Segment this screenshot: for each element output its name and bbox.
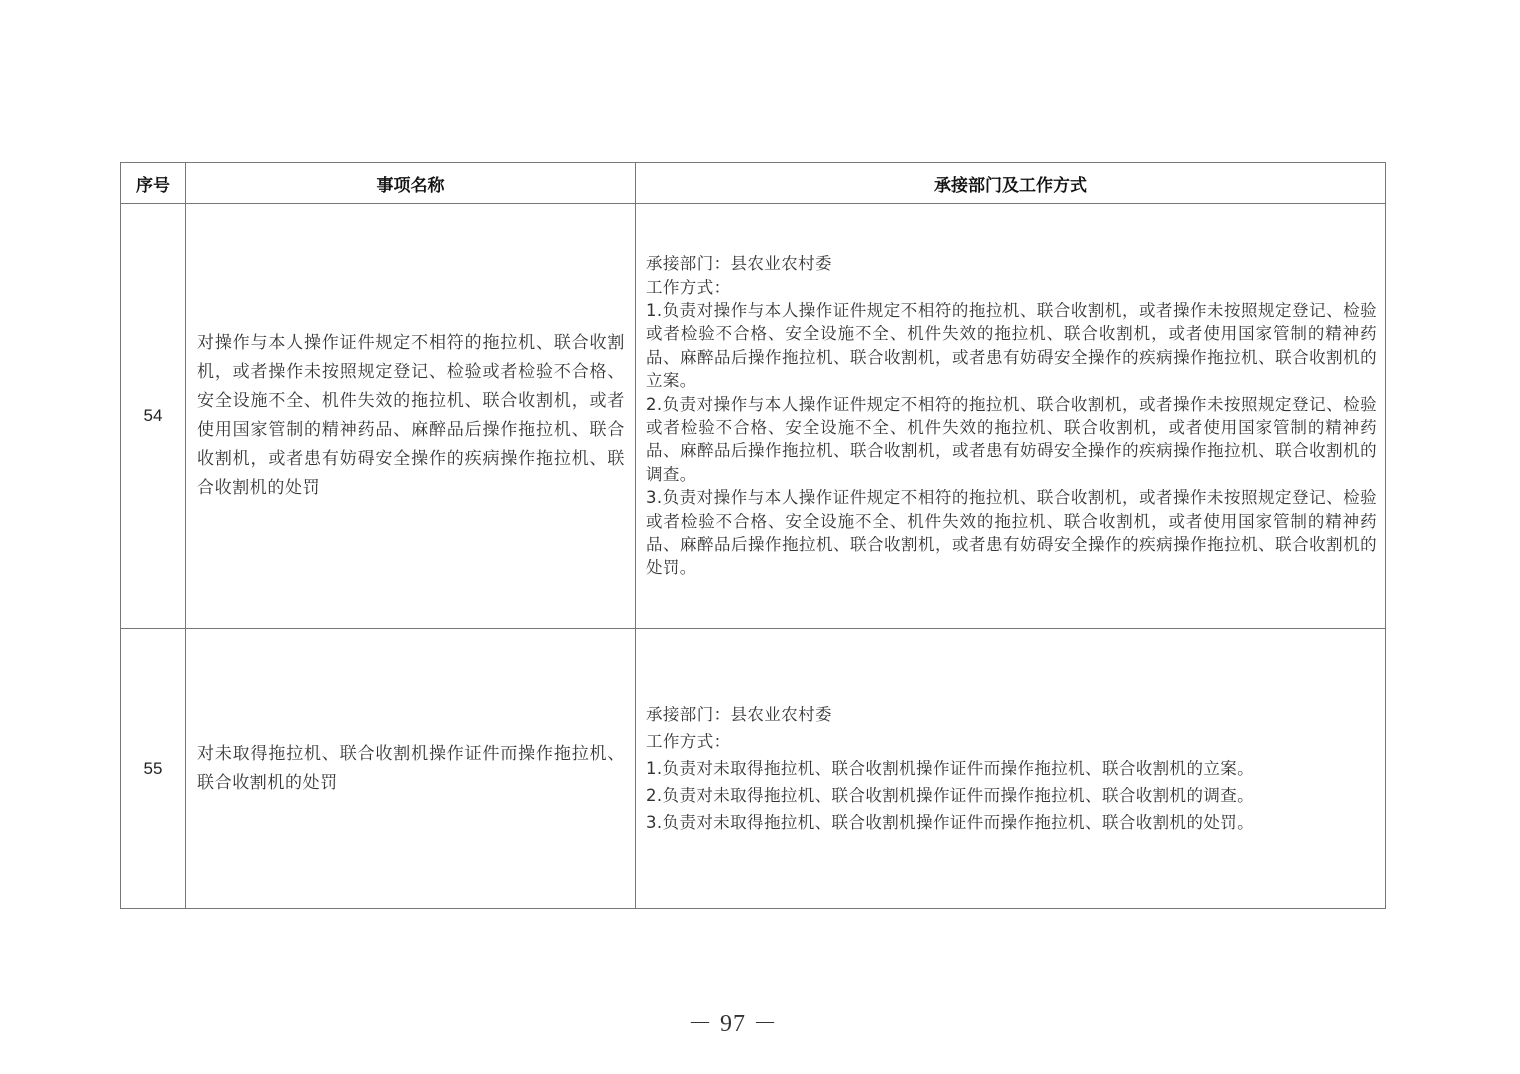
work-method-item: 2.负责对未取得拖拉机、联合收割机操作证件而操作拖拉机、联合收割机的调查。: [646, 786, 1255, 805]
work-method-item: 3.负责对未取得拖拉机、联合收割机操作证件而操作拖拉机、联合收割机的处罚。: [646, 813, 1255, 832]
row-department-cell: [636, 629, 1386, 909]
row-item-name-cell: [186, 629, 636, 909]
header-serial-number: 序号: [121, 163, 186, 204]
items-table: [120, 162, 1386, 909]
row-department-cell: [636, 204, 1386, 629]
row-item-name: 对操作与本人操作证件规定不相符的拖拉机、联合收割机，或者操作未按照规定登记、检验或者检验不合格、安全设施不全、机件失效的拖拉机、联合收割机，或者使用国家管制的精神药品、麻醉品后操作拖拉机、联合收割机，或者患有妨碍安全操作的疾病操作拖拉机、联合收割机的处罚: [197, 333, 625, 498]
page-number: － 97 －: [688, 1011, 778, 1037]
header-department-method: 承接部门及工作方式: [636, 163, 1386, 204]
row-item-name: 对未取得拖拉机、联合收割机操作证件而操作拖拉机、联合收割机的处罚: [197, 743, 625, 793]
work-method-item: 2.负责对操作与本人操作证件规定不相符的拖拉机、联合收割机，或者操作未按照规定登记、检验或者检验不合格、安全设施不全、机件失效的拖拉机、联合收割机，或者使用国家管制的精神药品、麻醉品后操作拖拉机、联合收割机，或者患有妨碍安全操作的疾病操作拖拉机、联合收割机的调查。: [646, 394, 1377, 484]
table-header-row: [121, 163, 1386, 204]
work-method-item: 1.负责对未取得拖拉机、联合收割机操作证件而操作拖拉机、联合收割机的立案。: [646, 759, 1255, 778]
work-method-label: 工作方式：: [646, 732, 731, 751]
row-serial-number: 55: [121, 629, 186, 909]
header-item-name: 事项名称: [186, 163, 636, 204]
department-line: 承接部门：县农业农村委: [646, 705, 832, 724]
work-method-item: 3.负责对操作与本人操作证件规定不相符的拖拉机、联合收割机，或者操作未按照规定登记、检验或者检验不合格、安全设施不全、机件失效的拖拉机、联合收割机，或者使用国家管制的精神药品、麻醉品后操作拖拉机、联合收割机，或者患有妨碍安全操作的疾病操作拖拉机、联合收割机的处罚。: [646, 488, 1377, 578]
department-line: 承接部门：县农业农村委: [646, 254, 832, 274]
table-row: [121, 204, 1386, 629]
work-method-label: 工作方式：: [646, 277, 731, 297]
table-row: [121, 629, 1386, 909]
row-serial-number: 54: [121, 204, 186, 629]
work-method-item: 1.负责对操作与本人操作证件规定不相符的拖拉机、联合收割机，或者操作未按照规定登记、检验或者检验不合格、安全设施不全、机件失效的拖拉机、联合收割机，或者使用国家管制的精神药品、麻醉品后操作拖拉机、联合收割机，或者患有妨碍安全操作的疾病操作拖拉机、联合收割机的立案。: [646, 300, 1377, 391]
row-item-name-cell: [186, 204, 636, 629]
